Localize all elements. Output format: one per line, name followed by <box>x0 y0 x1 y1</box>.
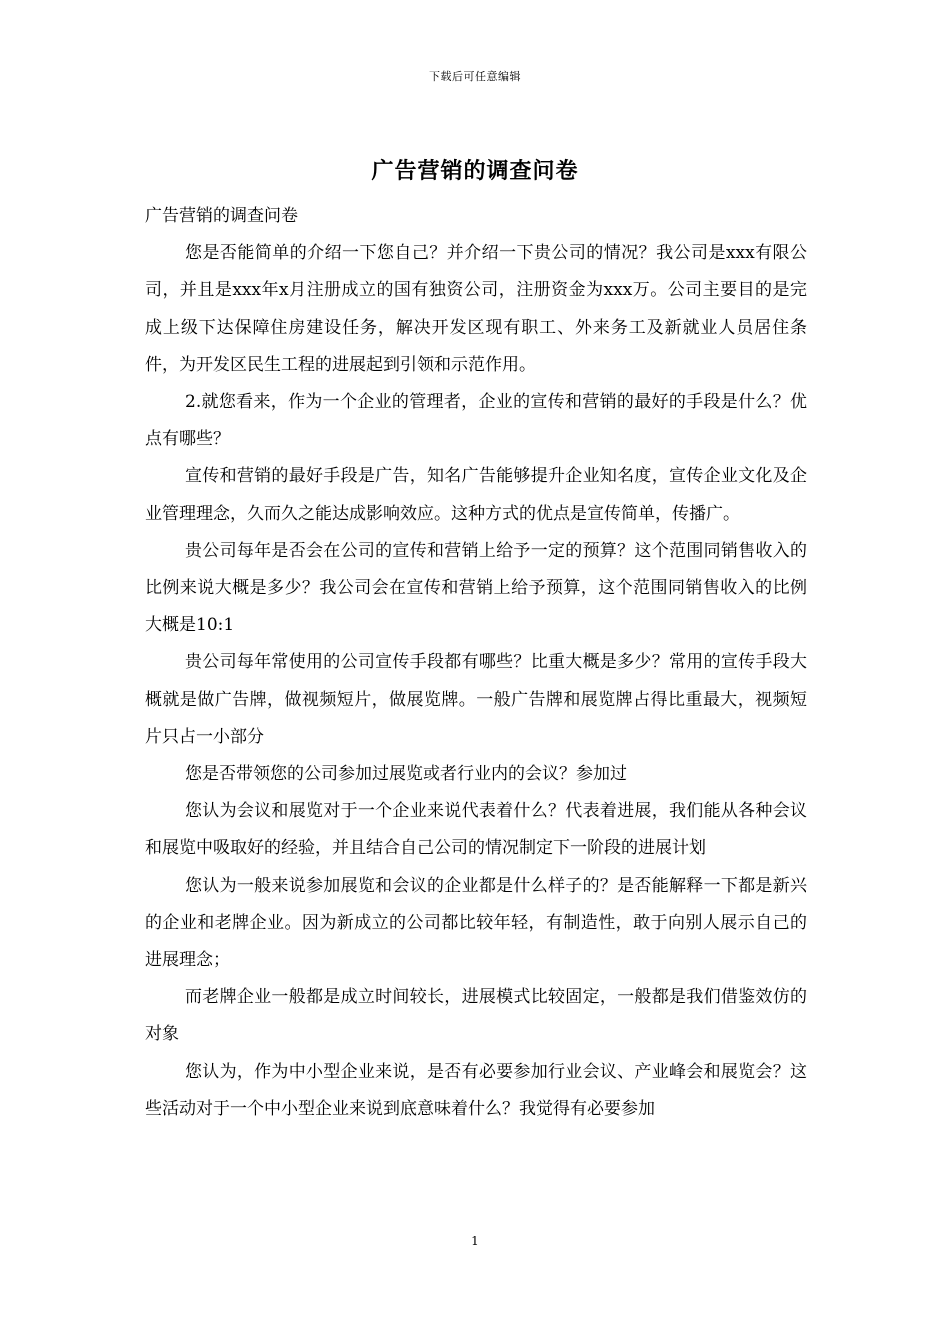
paragraph: 您是否能简单的介绍一下您自己？并介绍一下贵公司的情况？我公司是xxx有限公司，并且是xxx年x月注册成立的国有独资公司，注册资金为xxx万。公司主要目的是完成上级下达保障住房建设任务，解决开发区现有职工、外来务工及新就业人员居住条件，为开发区民生工程的进展起到引领和示范作用。 <box>145 243 807 375</box>
paragraph: 贵公司每年是否会在公司的宣传和营销上给予一定的预算？这个范围同销售收入的比例来说大概是多少？我公司会在宣传和营销上给予预算，这个范围同销售收入的比例大概是10:1 <box>145 540 807 636</box>
paragraph: 您认为一般来说参加展览和会议的企业都是什么样子的？是否能解释一下都是新兴的企业和老牌企业。因为新成立的公司都比较年轻，有制造性，敢于向别人展示自己的进展理念； <box>145 875 807 971</box>
paragraph: 宣传和营销的最好手段是广告，知名广告能够提升企业知名度，宣传企业文化及企业管理理念，久而久之能达成影响效应。这种方式的优点是宣传简单，传播广。 <box>145 466 807 524</box>
paragraph: 2.就您看来，作为一个企业的管理者，企业的宣传和营销的最好的手段是什么？优点有哪些？ <box>145 392 807 450</box>
paragraph: 贵公司每年常使用的公司宣传手段都有哪些？比重大概是多少？常用的宣传手段大概就是做广告牌，做视频短片，做展览牌。一般广告牌和展览牌占得比重最大，视频短片只占一小部分 <box>145 652 807 747</box>
page-number: 1 <box>471 1234 479 1248</box>
page-header: 下载后可任意编辑 <box>429 70 521 83</box>
paragraph: 您认为会议和展览对于一个企业来说代表着什么？代表着进展，我们能从各种会议和展览中吸取好的经验，并且结合自己公司的情况制定下一阶段的进展计划 <box>145 801 807 859</box>
paragraph-subtitle: 广告营销的调查问卷 <box>145 206 298 226</box>
document-title: 广告营销的调查问卷 <box>371 158 579 184</box>
paragraph: 您认为，作为中小型企业来说，是否有必要参加行业会议、产业峰会和展览会？这些活动对于一个中小型企业来说到底意味着什么？我觉得有必要参加 <box>145 1061 807 1119</box>
document-body <box>145 198 807 1128</box>
paragraph: 而老牌企业一般都是成立时间较长，进展模式比较固定，一般都是我们借鉴效仿的对象 <box>145 987 807 1045</box>
paragraph: 您是否带领您的公司参加过展览或者行业内的会议？参加过 <box>185 764 627 785</box>
